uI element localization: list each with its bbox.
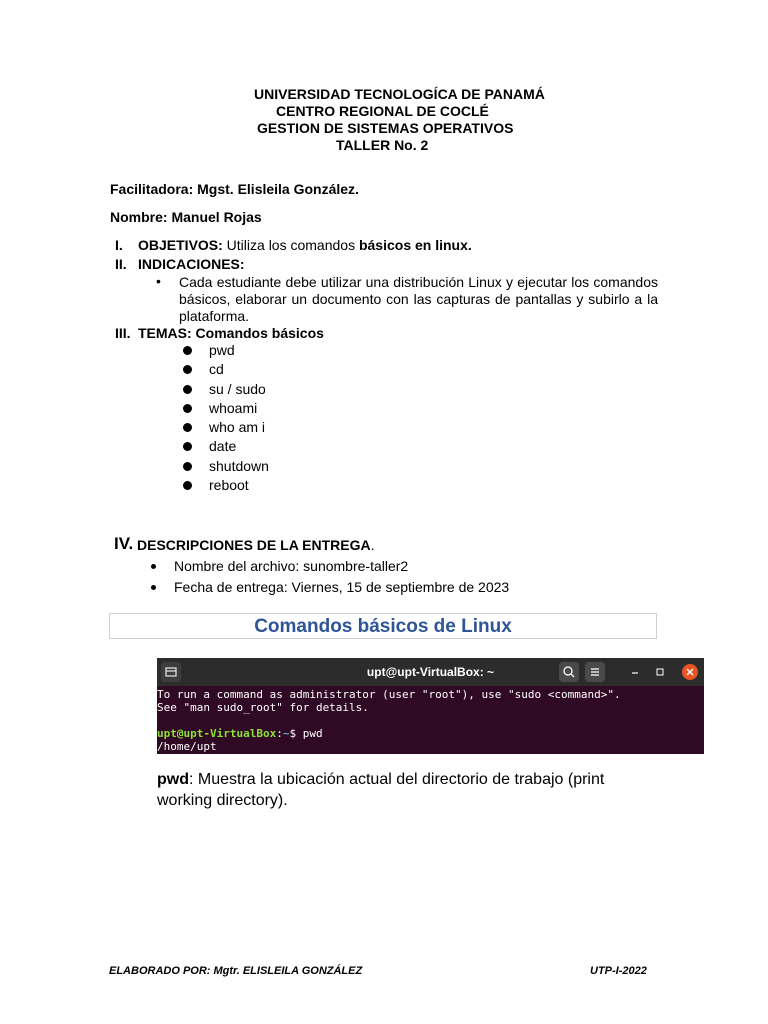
- bullet-icon: •: [156, 273, 161, 289]
- indicaciones-text: Cada estudiante debe utilizar una distribución Linux y ejecutar los comandos básicos, elaborar un documento con las capturas de pantallas y subirlo a la plataforma.: [179, 274, 658, 324]
- descripciones-heading: [137, 537, 375, 553]
- indicaciones-label: INDICACIONES:: [138, 256, 245, 272]
- header-center: CENTRO REGIONAL DE COCLÉ: [276, 103, 489, 119]
- section-number: II.: [115, 256, 127, 272]
- header-course: GESTION DE SISTEMAS OPERATIVOS: [257, 120, 514, 136]
- maximize-icon: [652, 664, 668, 680]
- bullet-icon: [183, 423, 192, 432]
- bullet-icon: [183, 404, 192, 413]
- student-name: Nombre: Manuel Rojas: [110, 209, 262, 225]
- terminal-line: /home/upt: [157, 740, 217, 753]
- objetivos-text: [138, 237, 472, 253]
- bullet-icon: [183, 365, 192, 374]
- terminal-title: upt@upt-VirtualBox: ~: [366, 665, 495, 679]
- header-university: UNIVERSIDAD TECNOLOGÍCA DE PANAMÁ: [254, 86, 545, 102]
- prompt-user: upt@upt-VirtualBox: [157, 727, 277, 740]
- descripciones-label: DESCRIPCIONES DE LA ENTREGA: [137, 537, 371, 553]
- prompt-separator: :: [276, 727, 283, 740]
- pwd-description: [157, 769, 637, 811]
- footer-author: ELABORADO POR: Mgtr. ELISLEILA GONZÁLEZ: [109, 965, 363, 977]
- objetivos-label: OBJETIVOS:: [138, 237, 223, 253]
- terminal-line: To run a command as administrator (user "root"), use "sudo <command>".: [157, 688, 621, 701]
- section-number: IV.: [114, 534, 134, 553]
- bullet-icon: [183, 442, 192, 451]
- terminal-blank-line: [157, 714, 621, 727]
- banner-title: Comandos básicos de Linux: [109, 613, 657, 639]
- objetivos-bold: básicos en linux.: [358, 237, 472, 253]
- terminal-prompt: [157, 727, 621, 740]
- bullet-icon: [151, 585, 156, 590]
- pwd-text: : Muestra la ubicación actual del directorio de trabajo (print working directory).: [157, 771, 605, 809]
- prompt-path: ~: [282, 727, 290, 740]
- facilitadora: Facilitadora: Mgst. Elisleila González.: [110, 181, 359, 197]
- bullet-icon: [183, 385, 192, 394]
- footer-code: UTP-I-2022: [590, 965, 647, 977]
- terminal-line: See "man sudo_root" for details.: [157, 701, 369, 714]
- bullet-icon: [183, 462, 192, 471]
- header-workshop: TALLER No. 2: [336, 137, 429, 153]
- terminal-screenshot: [157, 658, 704, 754]
- section-number: I.: [115, 237, 123, 253]
- search-icon: [559, 662, 579, 682]
- minimize-icon: [627, 664, 643, 680]
- menu-icon: [585, 662, 605, 682]
- prompt-command: $ pwd: [289, 727, 323, 740]
- bullet-icon: [183, 346, 192, 355]
- bullet-icon: [151, 564, 156, 569]
- bullet-icon: [183, 481, 192, 490]
- pwd-term: pwd: [157, 771, 189, 788]
- terminal-output: [157, 688, 621, 753]
- objetivos-body: Utiliza los comandos: [222, 237, 359, 253]
- descripciones-period: .: [370, 537, 375, 553]
- close-icon: [682, 664, 698, 680]
- temas-label: TEMAS: Comandos básicos: [138, 325, 324, 341]
- section-number: III.: [115, 325, 131, 341]
